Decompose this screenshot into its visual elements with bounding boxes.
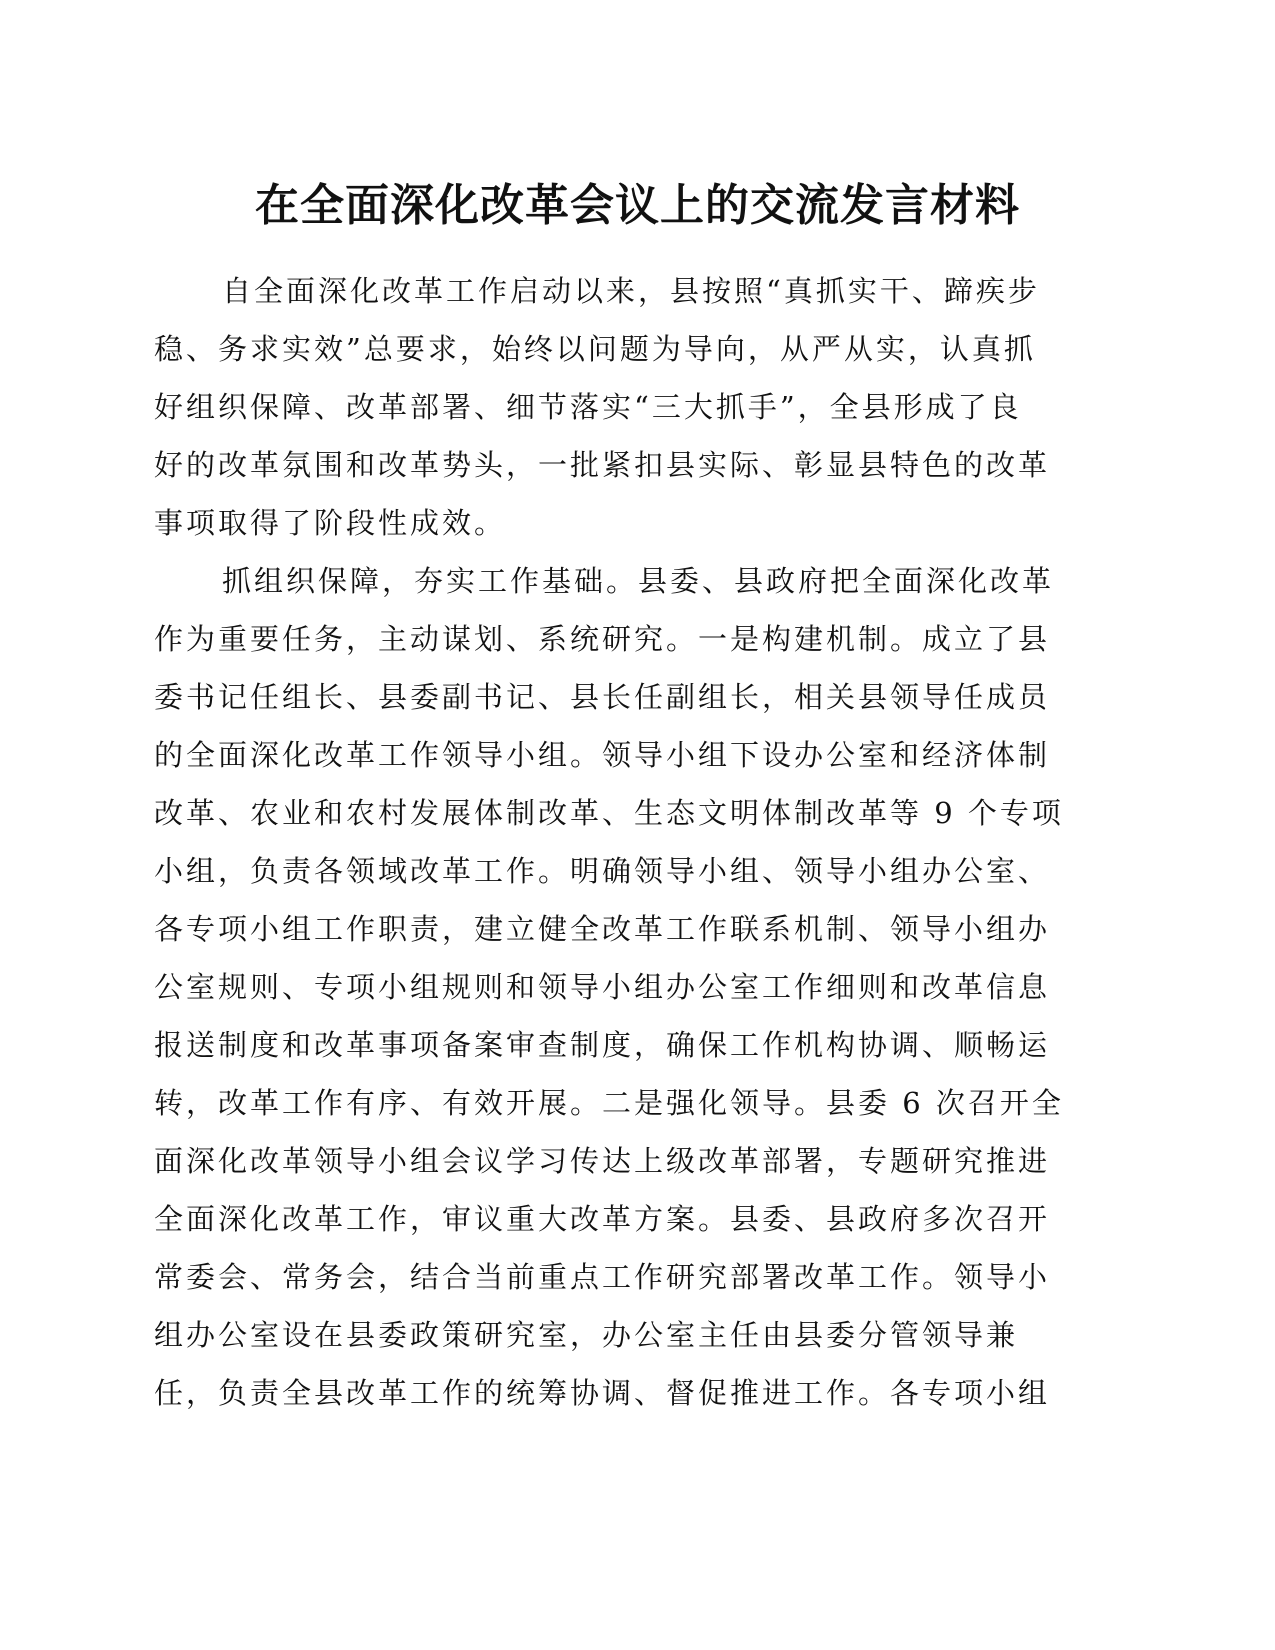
body-line: 好的改革氛围和改革势头，一批紧扣县实际、彰显县特色的改革 [154, 448, 1051, 482]
body-line: 抓组织保障，夯实工作基础。县委、县政府把全面深化改革 [222, 564, 1055, 598]
body-line: 事项取得了阶段性成效。 [154, 506, 507, 540]
body-line: 任，负责全县改革工作的统筹协调、督促推进工作。各专项小组 [154, 1376, 1051, 1410]
body-line: 稳、务求实效”总要求，始终以问题为导向，从严从实，认真抓 [154, 332, 1036, 366]
body-line: 转，改革工作有序、有效开展。二是强化领导。县委 6 次召开全 [154, 1086, 1064, 1120]
body-line: 自全面深化改革工作启动以来，县按照“真抓实干、蹄疾步 [222, 274, 1040, 308]
body-line: 委书记任组长、县委副书记、县长任副组长，相关县领导任成员 [154, 680, 1051, 714]
body-line: 公室规则、专项小组规则和领导小组办公室工作细则和改革信息 [154, 970, 1051, 1004]
body-line: 各专项小组工作职责，建立健全改革工作联系机制、领导小组办 [154, 912, 1051, 946]
body-line: 全面深化改革工作，审议重大改革方案。县委、县政府多次召开 [154, 1202, 1051, 1236]
body-line: 常委会、常务会，结合当前重点工作研究部署改革工作。领导小 [154, 1260, 1051, 1294]
body-line: 小组，负责各领域改革工作。明确领导小组、领导小组办公室、 [154, 854, 1051, 888]
body-line: 改革、农业和农村发展体制改革、生态文明体制改革等 9 个专项 [154, 796, 1064, 830]
document-title: 在全面深化改革会议上的交流发言材料 [255, 180, 1020, 231]
body-line: 好组织保障、改革部署、细节落实“三大抓手”，全县形成了良 [154, 390, 1022, 424]
document-body [154, 262, 1094, 1422]
body-line: 报送制度和改革事项备案审查制度，确保工作机构协调、顺畅运 [154, 1028, 1051, 1062]
body-line: 组办公室设在县委政策研究室，办公室主任由县委分管领导兼 [154, 1318, 1019, 1352]
body-line: 面深化改革领导小组会议学习传达上级改革部署，专题研究推进 [154, 1144, 1051, 1178]
body-line: 的全面深化改革工作领导小组。领导小组下设办公室和经济体制 [154, 738, 1051, 772]
body-line: 作为重要任务，主动谋划、系统研究。一是构建机制。成立了县 [154, 622, 1051, 656]
